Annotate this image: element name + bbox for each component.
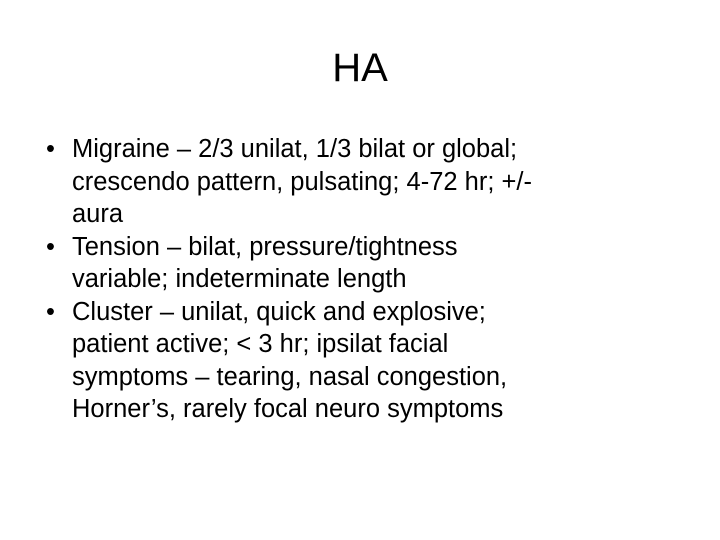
bullet-marker: • <box>46 297 55 326</box>
bullet-line: Cluster – unilat, quick and explosive; <box>72 297 486 326</box>
bullet-marker: • <box>46 232 55 261</box>
bullet-item-tension <box>46 231 676 296</box>
bullet-line: symptoms – tearing, nasal congestion, <box>72 362 508 391</box>
bullet-item-migraine <box>46 133 676 231</box>
slide-title: HA <box>332 46 388 90</box>
bullet-line: patient active; < 3 hr; ipsilat facial <box>72 330 449 358</box>
bullet-line: Tension – bilat, pressure/tightness <box>72 232 458 261</box>
bullet-line: crescendo pattern, pulsating; 4-72 hr; +/- <box>72 167 532 196</box>
bullet-marker: • <box>46 135 55 163</box>
bullet-item-cluster <box>46 296 676 426</box>
bullet-list <box>46 133 676 426</box>
bullet-line: variable; indeterminate length <box>72 265 407 293</box>
bullet-line: Horner’s, rarely focal neuro symptoms <box>72 395 504 423</box>
bullet-line: Migraine – 2/3 unilat, 1/3 bilat or global; <box>72 135 518 163</box>
bullet-line: aura <box>72 200 124 228</box>
